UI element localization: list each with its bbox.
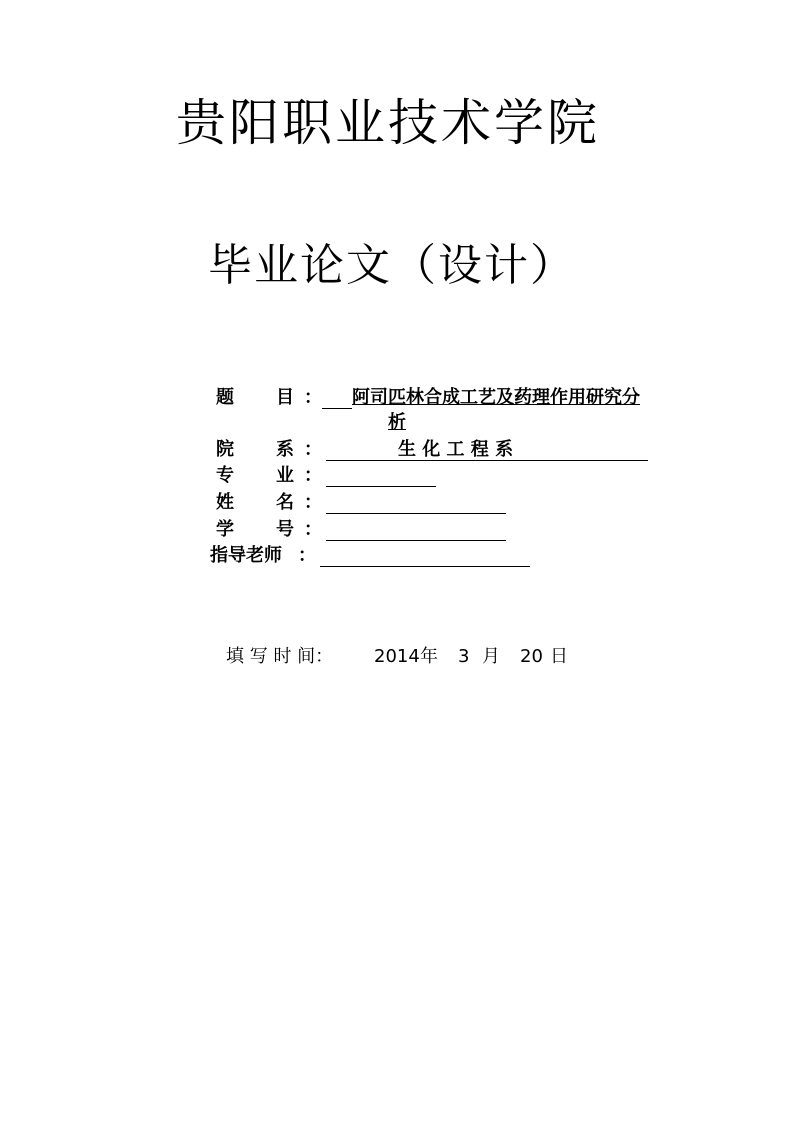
- topic-label-b: 目: [276, 387, 294, 408]
- student-id-row: [216, 521, 516, 543]
- major-colon: ：: [304, 465, 322, 486]
- major-row: [216, 467, 456, 489]
- fill-date-label: 填 写 时 间：: [226, 646, 334, 667]
- fill-date-row: [226, 648, 586, 670]
- advisor-row: [210, 547, 540, 569]
- advisor-underline: [320, 566, 530, 567]
- student-id-colon: ：: [304, 519, 322, 540]
- student-id-label-a: 学: [216, 519, 234, 540]
- document-type-title: 毕业论文（设计）: [208, 240, 576, 291]
- department-colon: ：: [304, 439, 322, 460]
- name-underline: [326, 513, 506, 514]
- department-label-b: 系: [276, 439, 294, 460]
- fill-date-year-unit: 年: [420, 646, 438, 667]
- department-value: 生 化 工 程 系: [398, 439, 514, 460]
- fill-date-day: 20: [520, 646, 543, 667]
- name-colon: ：: [304, 492, 322, 513]
- topic-value-line2: 析: [388, 412, 406, 433]
- topic-row: [216, 389, 686, 411]
- name-row: [216, 494, 516, 516]
- fill-date-month: 3: [458, 646, 470, 667]
- student-id-underline: [326, 540, 506, 541]
- advisor-label: 指导老师: [210, 545, 282, 566]
- school-name: 贵阳职业技术学院: [176, 94, 600, 152]
- topic-underline-lead: [322, 408, 352, 409]
- fill-date-year: 2014: [374, 646, 420, 667]
- major-underline: [326, 486, 436, 487]
- department-row: [216, 441, 656, 463]
- fill-date-day-unit: 日: [550, 646, 568, 667]
- major-label-a: 专: [216, 465, 234, 486]
- name-label-a: 姓: [216, 492, 234, 513]
- topic-label-a: 题: [216, 387, 234, 408]
- student-id-label-b: 号: [276, 519, 294, 540]
- department-label-a: 院: [216, 439, 234, 460]
- fill-date-month-unit: 月: [482, 646, 500, 667]
- name-label-b: 名: [276, 492, 294, 513]
- major-label-b: 业: [276, 465, 294, 486]
- topic-value-line1: 阿司匹林合成工艺及药理作用研究分: [352, 387, 640, 408]
- department-underline: [326, 460, 648, 461]
- topic-colon: ：: [304, 387, 322, 408]
- advisor-colon: ：: [298, 545, 316, 566]
